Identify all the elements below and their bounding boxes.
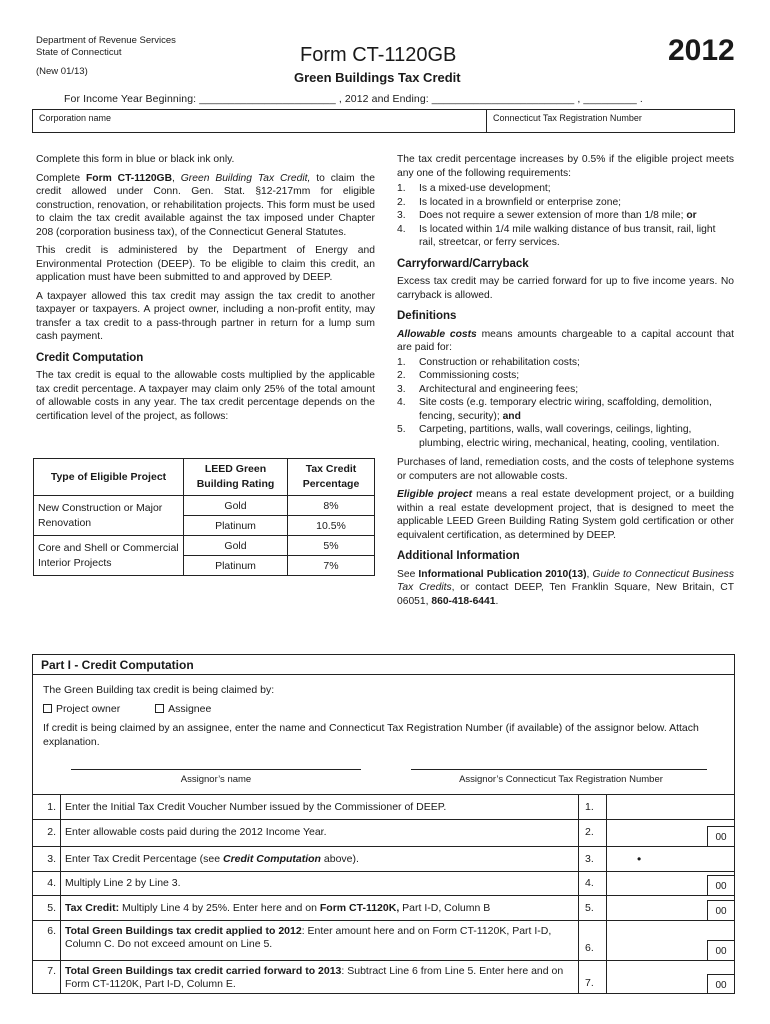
allowable-costs-definition: Allowable costs means amounts chargeable to a capital account that are paid for:	[397, 328, 734, 353]
line-description: Multiply Line 2 by Line 3.	[61, 872, 579, 895]
department-name: Department of Revenue Services	[36, 35, 176, 46]
line-5-amount-field[interactable]	[607, 896, 734, 920]
cents-box: 00	[707, 940, 734, 960]
percentage-cell: 7%	[288, 556, 375, 576]
revision-date: (New 01/13)	[36, 66, 88, 77]
corporation-name-label: Corporation name	[39, 113, 112, 123]
income-year-field[interactable]: For Income Year Beginning: _______________________ , 2012 and Ending: ________________________ , _________ .	[64, 93, 643, 105]
line-4-row	[33, 871, 734, 895]
deep-paragraph: This credit is administered by the Department of Energy and Environmental Protection (DEEP). To be eligible to claim this credit, an application must have been submitted to and approved by DEEP.	[36, 245, 375, 283]
line-label: 7.	[579, 961, 607, 994]
line-7-amount-field[interactable]	[607, 961, 734, 994]
leed-rating-table	[33, 458, 375, 576]
table-header-percentage: Tax Credit Percentage	[288, 459, 375, 496]
line-label: 5.	[579, 896, 607, 920]
percentage-cell: 5%	[288, 536, 375, 556]
assignor-reg-label: Assignor’s Connecticut Tax Registration Number	[459, 774, 663, 785]
registration-number-field[interactable]	[487, 110, 734, 132]
line-4-amount-field[interactable]	[607, 872, 734, 895]
purchases-paragraph: Purchases of land, remediation costs, and the costs of telephone systems or computers are not allowable costs.	[397, 457, 734, 482]
assign-paragraph: A taxpayer allowed this tax credit may assign the tax credit to another taxpayer or taxpayers. A project owner, including a non-profit entity, may transfer a tax credit to a pass-through partner in return for a lump sum cash payment.	[36, 290, 375, 342]
line-label: 3.	[579, 847, 607, 871]
ink-instruction: Complete this form in blue or black ink only.	[36, 154, 235, 165]
assignee-note: If credit is being claimed by an assignee, enter the name and Connecticut Tax Registration Number (if available) of the assignor below. Attach explanation.	[43, 722, 699, 748]
credit-computation-paragraph: The tax credit is equal to the allowable costs multiplied by the applicable tax credit percentage. A taxpayer may claim only 25% of the total amount of allowable costs in any year. The tax credit percentage depends on the certification level of the project, as follows:	[36, 370, 375, 422]
cents-box: 00	[707, 875, 734, 895]
list-item: 4. Is located within 1/4 mile walking distance of bus transit, rail, light rail, streetcar, or ferry services.	[397, 223, 716, 248]
rating-cell: Platinum	[184, 516, 288, 536]
department-block	[36, 35, 176, 59]
line-label: 4.	[579, 872, 607, 895]
tax-year: 2012	[668, 34, 735, 67]
carryforward-paragraph: Excess tax credit may be carried forward for up to five income years. No carryback is allowed.	[397, 276, 734, 301]
checkbox-icon[interactable]	[43, 704, 52, 713]
assignee-option[interactable]: Assignee	[155, 703, 211, 715]
list-item: 2. Is located in a brownfield or enterprise zone;	[397, 196, 622, 208]
instructions-left-column	[36, 153, 375, 428]
list-item: 2. Commissioning costs;	[397, 370, 520, 381]
percentage-cell: 10.5%	[288, 516, 375, 536]
list-item: 1. Is a mixed-use development;	[397, 183, 551, 194]
registration-number-label: Connecticut Tax Registration Number	[493, 113, 642, 123]
checkbox-icon[interactable]	[155, 704, 164, 713]
line-description: Enter Tax Credit Percentage (see Credit Computation above).	[61, 847, 579, 871]
cents-box: 00	[707, 974, 734, 994]
table-row	[34, 496, 375, 516]
claimed-by-text: The Green Building tax credit is being claimed by:	[43, 684, 275, 696]
percentage-cell: 8%	[288, 496, 375, 516]
line-7-row	[33, 960, 734, 994]
line-5-row	[33, 895, 734, 920]
additional-information-heading: Additional Information	[397, 550, 520, 562]
cents-box: 00	[707, 900, 734, 920]
line-number: 1.	[33, 795, 61, 819]
table-header-rating: LEED Green Building Rating	[184, 459, 288, 496]
list-item: 3. Architectural and engineering fees;	[397, 383, 579, 395]
line-1-amount-field[interactable]	[607, 795, 734, 819]
line-description: Tax Credit: Multiply Line 4 by 25%. Enter here and on Form CT-1120K, Part I-D, Column B	[61, 896, 579, 920]
line-2-amount-field[interactable]	[607, 820, 734, 846]
rating-cell: Platinum	[184, 556, 288, 576]
line-label: 6.	[579, 921, 607, 960]
taxpayer-info-row	[32, 109, 735, 133]
carryforward-heading: Carryforward/Carryback	[397, 257, 529, 270]
line-2-row	[33, 819, 734, 846]
increase-paragraph: The tax credit percentage increases by 0.5% if the eligible project meets any one of the following requirements:	[397, 154, 734, 179]
line-number: 7.	[33, 961, 61, 994]
line-3-amount-field[interactable]	[607, 847, 734, 871]
instructions-right-column	[397, 153, 734, 613]
additional-information-paragraph: See Informational Publication 2010(13), Guide to Connecticut Business Tax Credits, or contact DEEP, Ten Franklin Square, New Britain, CT 06051, 860-418-6441.	[397, 568, 734, 607]
state-name: State of Connecticut	[36, 47, 122, 58]
rating-cell: Gold	[184, 536, 288, 556]
eligible-project-definition: Eligible project means a real estate development project, or a building within a real estate development project, that is designed to meet the applicable LEED Green Building Rating System gold certification or other equivalent certification, as determined by DEEP.	[397, 489, 734, 541]
part-1-title: Part I - Credit Computation	[33, 655, 734, 675]
line-number: 6.	[33, 921, 61, 960]
line-description: Enter allowable costs paid during the 2012 Income Year.	[61, 820, 579, 846]
decimal-point: •	[637, 852, 642, 866]
complete-form-paragraph: Complete Form CT-1120GB, Green Building Tax Credit, to claim the credit allowed under Conn. Gen. Stat. §12-217mm for eligible construction, renovation, or rehabilitation projects. This form must be used to claim the tax credit available against the tax imposed under Chapter 208 (corporation business tax), of the Connecticut General Statutes.	[36, 172, 375, 238]
line-3-row	[33, 846, 734, 871]
definitions-heading: Definitions	[397, 310, 457, 322]
form-title: Form CT-1120GB	[300, 44, 457, 66]
project-type-cell: New Construction or Major Renovation	[34, 496, 184, 536]
table-row	[34, 536, 375, 556]
claimant-options	[43, 703, 211, 715]
assignor-reg-line[interactable]	[411, 769, 707, 770]
line-description: Total Green Buildings tax credit carried forward to 2013: Subtract Line 6 from Line 5. Enter here and on Form CT-1120K, Part I-D, Column E.	[61, 961, 579, 994]
list-item: 3. Does not require a sewer extension of more than 1/8 mile; or	[397, 210, 697, 221]
table-header-type: Type of Eligible Project	[34, 459, 184, 496]
line-description: Total Green Buildings tax credit applied to 2012: Enter amount here and on Form CT-1120K, Part I-D, Column C. Do not exceed amount on Line 5.	[61, 921, 579, 960]
line-number: 2.	[33, 820, 61, 846]
list-item: 5. Carpeting, partitions, walls, wall coverings, ceilings, lighting, plumbing, electric wiring, mechanical, heating, cooling, ventilation.	[397, 424, 720, 449]
assignor-name-label: Assignor’s name	[180, 774, 252, 785]
requirements-list	[397, 182, 734, 250]
line-number: 3.	[33, 847, 61, 871]
list-item: 1. Construction or rehabilitation costs;	[397, 356, 580, 368]
rating-cell: Gold	[184, 496, 288, 516]
line-number: 5.	[33, 896, 61, 920]
line-label: 1.	[579, 795, 607, 819]
line-6-row	[33, 920, 734, 960]
line-label: 2.	[579, 820, 607, 846]
cents-box: 00	[707, 826, 734, 846]
corporation-name-field[interactable]	[33, 110, 487, 132]
project-type-cell: Core and Shell or Commercial Interior Projects	[34, 536, 184, 576]
assignor-name-line[interactable]	[71, 769, 361, 770]
part-1-credit-computation	[32, 654, 735, 994]
line-number: 4.	[33, 872, 61, 895]
line-description: Enter the Initial Tax Credit Voucher Number issued by the Commissioner of DEEP.	[61, 795, 579, 819]
form-subtitle: Green Buildings Tax Credit	[294, 70, 461, 85]
allowable-costs-list	[397, 356, 734, 451]
project-owner-option[interactable]: Project owner	[43, 703, 120, 715]
credit-computation-heading: Credit Computation	[36, 351, 144, 364]
list-item: 4. Site costs (e.g. temporary electric wiring, scaffolding, demolition, fencing, security); and	[397, 397, 712, 422]
line-1-row	[33, 794, 734, 819]
line-6-amount-field[interactable]	[607, 921, 734, 960]
